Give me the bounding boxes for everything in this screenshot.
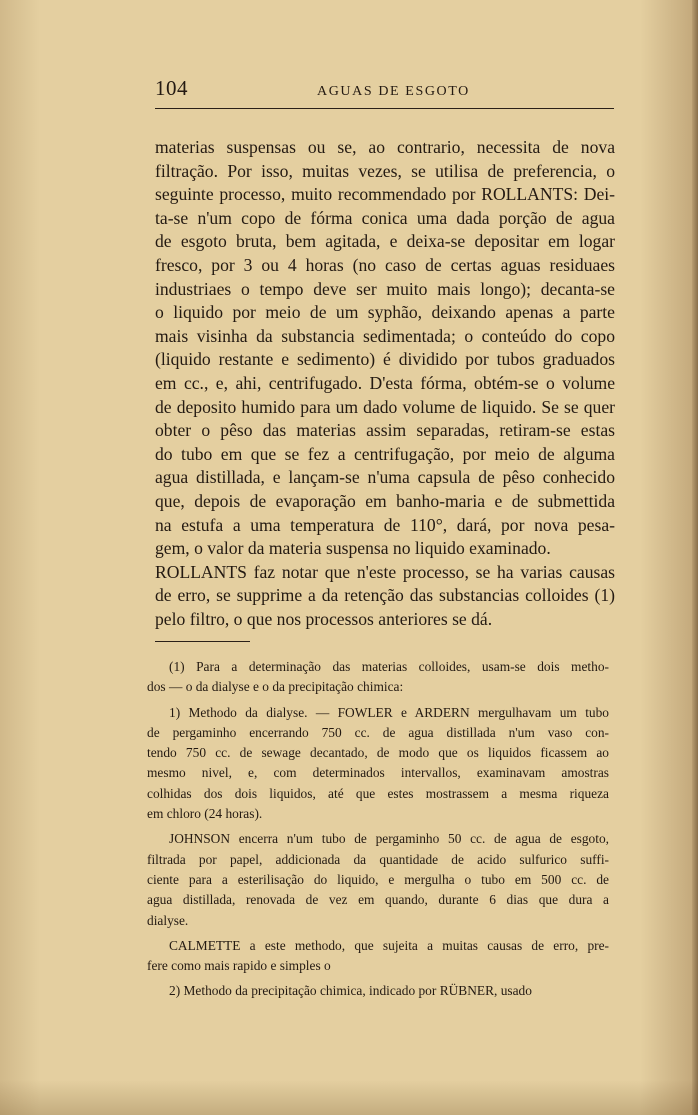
footnote-line: tendo 750 cc. de sewage decantado, de modo que os liquidos ficassem ao — [147, 745, 609, 761]
footnote-line: ciente para a esterilisação do liquido, e mergulha o tubo em 500 cc. de — [147, 871, 609, 887]
header-rule — [155, 108, 614, 109]
footnote-line: de pergaminho encerrando 750 cc. de agua distillada n'um vaso con- — [147, 724, 609, 740]
footnote-line: CALMETTE a este methodo, que sujeita a muitas causas de erro, pre- — [169, 937, 609, 953]
footnote-line: filtrada por papel, addicionada da quantidade de acido sulfurico suffi- — [147, 851, 609, 867]
body-line: mais visinha da substancia sedimentada; o conteúdo do copo — [155, 325, 615, 346]
footnotes — [147, 657, 609, 1007]
footnote-line: 2) Methodo da precipitação chimica, indicado por RÜBNER, usado — [169, 983, 532, 999]
page-edge-shadow — [692, 0, 698, 1115]
body-line: ta-se n'um copo de fórma conica uma dada porção de agua — [155, 207, 615, 228]
footnote-line: (1) Para a determinação das materias colloides, usam-se dois metho- — [169, 659, 609, 674]
page-number: 104 — [155, 76, 188, 100]
footnote-line: 1) Methodo da dialyse. — FOWLER e ARDERN mergulhavam um tubo — [169, 704, 609, 720]
body-line: de erro, se supprime a da retenção das substancias colloides (1) — [155, 585, 615, 606]
body-line: na estufa a uma temperatura de 110°, dará, por nova pesa- — [155, 514, 615, 535]
body-line: materias suspensas ou se, ao contrario, necessita de nova — [155, 137, 615, 157]
footnote-line: mesmo nivel, e, com determinados intervallos, examinavam amostras — [147, 765, 609, 781]
body-line: do tubo em que se fez a centrifugação, por meio de alguma — [155, 443, 615, 464]
footnote-line: dos — o da dialyse e o da precipitação chimica: — [147, 679, 404, 695]
body-line: ROLLANTS faz notar que n'este processo, se ha varias causas — [155, 561, 615, 582]
body-line: o liquido por meio de um syphão, deixando apenas a parte — [155, 302, 615, 323]
body-line: de esgoto bruta, bem agitada, e deixa-se depositar em logar — [155, 231, 615, 252]
main-text — [155, 136, 615, 631]
body-line: pelo filtro, o que nos processos anteriores se dá. — [155, 608, 493, 629]
body-line: (liquido restante e sedimento) é dividido por tubos graduados — [155, 349, 615, 370]
body-line: industriaes o tempo deve ser muito mais longo); decanta-se — [155, 278, 615, 299]
body-line: gem, o valor da materia suspensa no liquido examinado. — [155, 538, 551, 559]
body-line: seguinte processo, muito recommendado por ROLLANTS: Dei- — [155, 184, 615, 205]
body-line: que, depois de evaporação em banho-maria e de submettida — [155, 490, 615, 511]
footnote-line: fere como mais rapido e simples o — [147, 958, 331, 974]
body-line: obter o pêso das materias assim separadas, retiram-se estas — [155, 420, 615, 441]
footnote-line: JOHNSON encerra n'um tubo de pergaminho 50 cc. de agua de esgoto, — [169, 831, 609, 847]
body-line: agua distillada, e lançam-se n'uma capsula de pêso conhecido — [155, 467, 615, 488]
page-header — [155, 76, 615, 106]
body-line: de deposito humido para um dado volume de liquido. Se se quer — [155, 396, 615, 417]
footnote-line: colhidas dos dois liquidos, até que estes mostrassem a mesma riqueza — [147, 785, 609, 801]
footnote-rule — [155, 641, 250, 642]
footnote-line: dialyse. — [147, 912, 189, 928]
body-line: filtração. Por isso, muitas vezes, se utilisa de preferencia, o — [155, 160, 615, 181]
body-line: fresco, por 3 ou 4 horas (no caso de certas aguas residuaes — [155, 254, 615, 275]
footnote-line: agua distillada, renovada de vez em quando, durante 6 dias que dura a — [147, 892, 609, 908]
body-line: em cc., e, ahi, centrifugado. D'esta fórma, obtém-se o volume — [155, 372, 615, 393]
footnote-line: em chloro (24 horas). — [147, 806, 263, 822]
running-title: AGUAS DE ESGOTO — [317, 84, 470, 99]
